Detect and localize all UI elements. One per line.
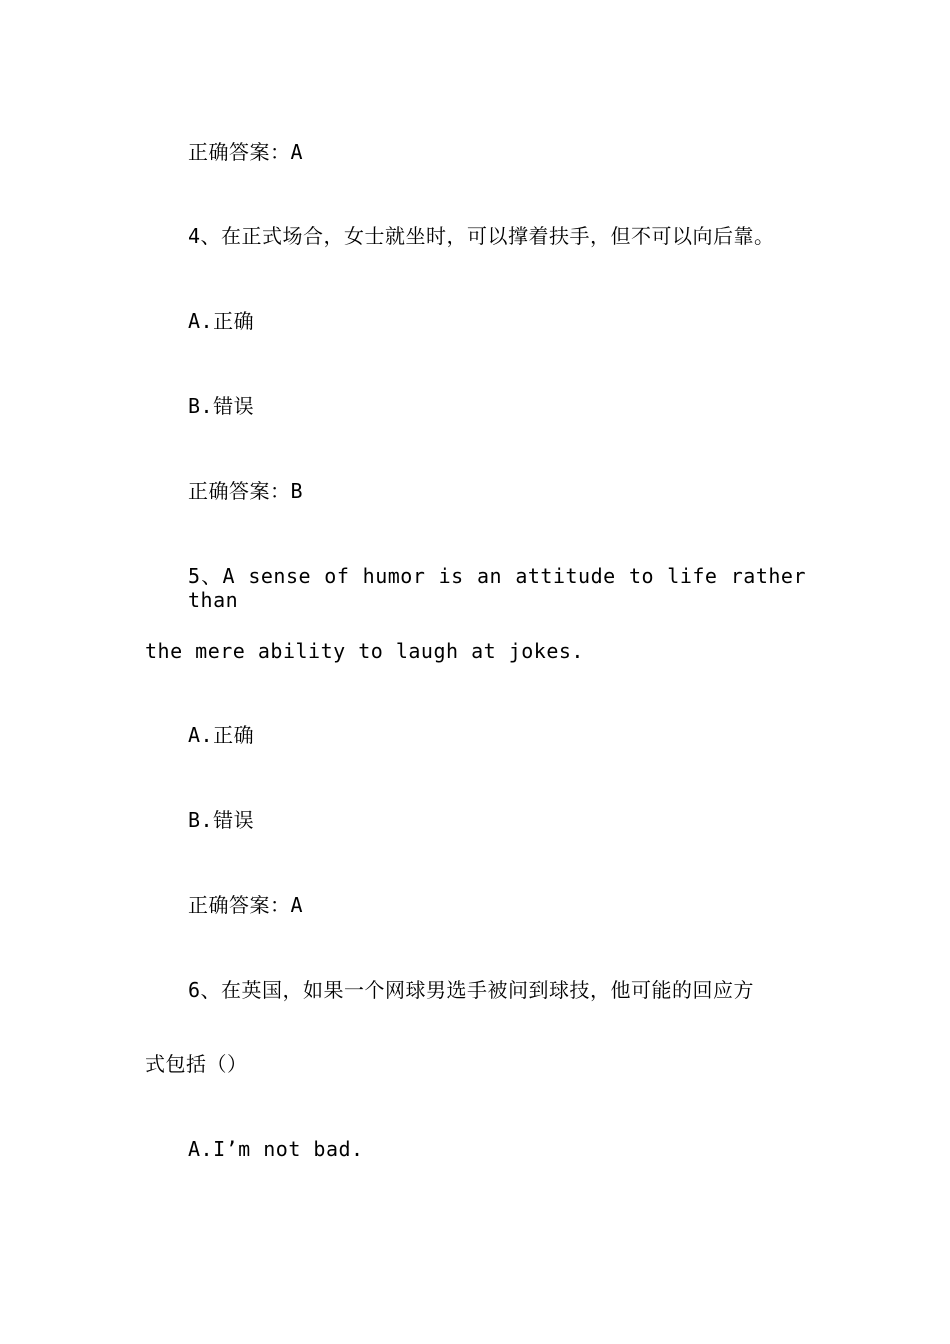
answer-q3: 正确答案：A [188,140,304,164]
question-4: 4、在正式场合，女士就坐时，可以撑着扶手，但不可以向后靠。 [188,224,775,248]
answer-q5: 正确答案：A [188,893,304,917]
q5-option-b: B.错误 [188,808,255,832]
q6-option-a: A.I’m not bad. [188,1137,364,1161]
question-5-line-2: the mere ability to laugh at jokes. [145,639,584,663]
question-5-line-1: 5、A sense of humor is an attitude to life rather than [188,564,806,612]
q5-option-a: A.正确 [188,723,255,747]
q4-option-a: A.正确 [188,309,255,333]
q4-option-b: B.错误 [188,394,255,418]
question-6-line-1: 6、在英国，如果一个网球男选手被问到球技，他可能的回应方 [188,978,755,1002]
answer-q4: 正确答案：B [188,479,304,503]
question-6-line-2: 式包括（） [145,1052,248,1076]
